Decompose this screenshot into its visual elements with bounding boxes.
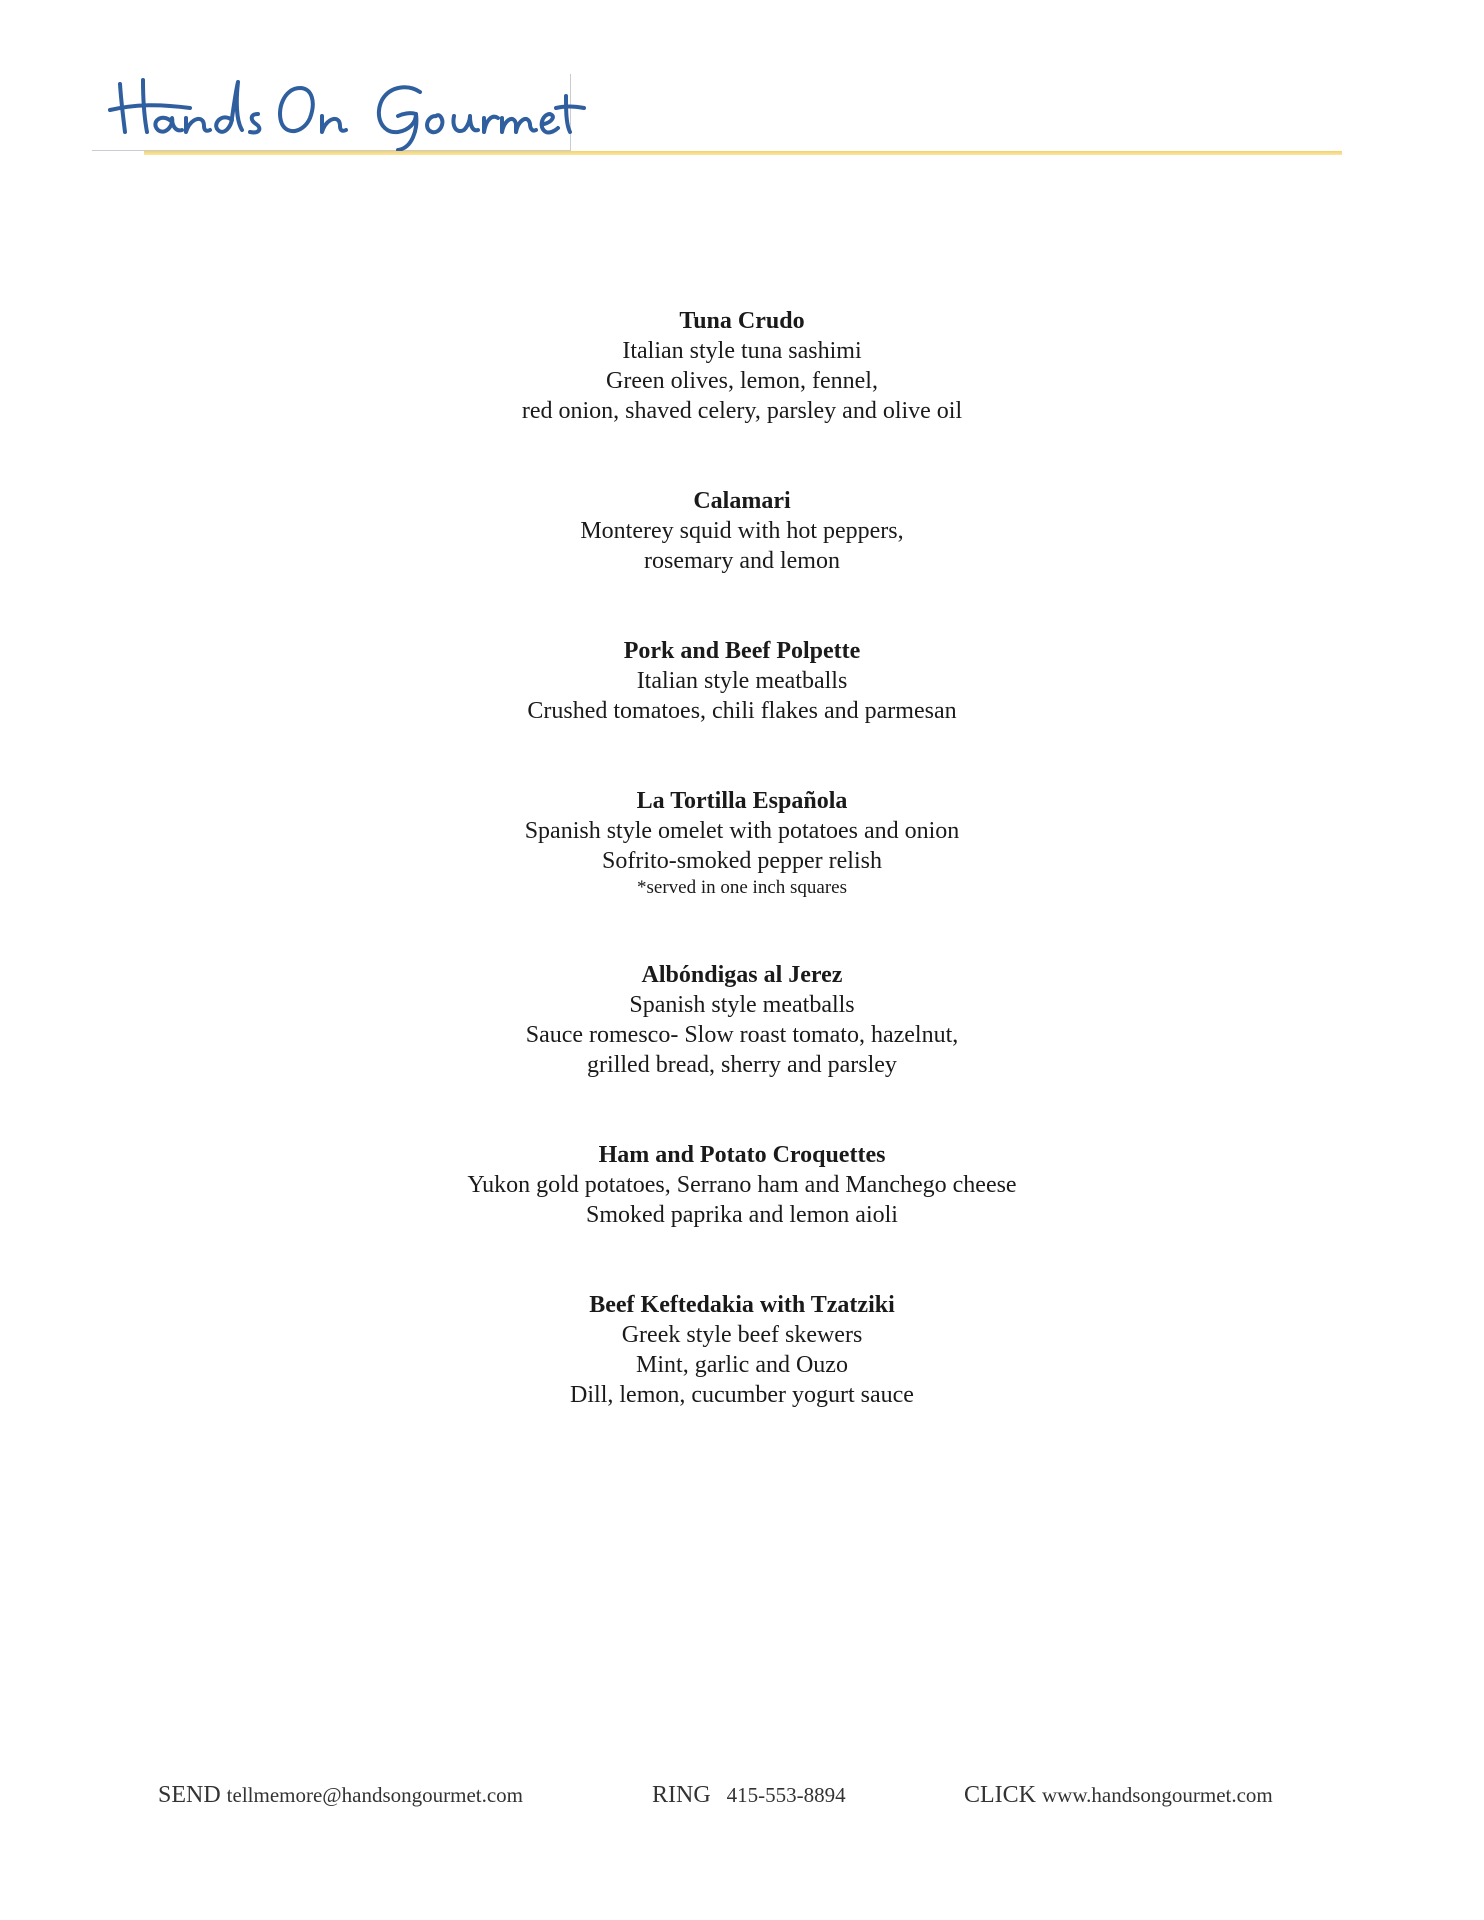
menu-item-description: Yukon gold potatoes, Serrano ham and Manchego cheese [467,1172,1017,1198]
menu-item-description: Italian style tuna sashimi [622,338,862,364]
menu-item-title: La Tortilla Española [636,788,848,814]
menu-item-title: Ham and Potato Croquettes [598,1142,886,1168]
menu-item-tuna-crudo [0,306,1484,426]
phone-number[interactable]: 415-553-8894 [726,1783,846,1807]
menu-item-tortilla [0,786,1484,900]
menu-item-description: Sofrito-smoked pepper relish [602,848,882,874]
hands-on-gourmet-logo [0,0,600,160]
menu-item-description: Smoked paprika and lemon aioli [586,1202,898,1228]
menu-item-description: red onion, shaved celery, parsley and olive oil [521,398,963,424]
send-label: SEND [158,1782,221,1808]
menu-item-keftedakia [0,1290,1484,1410]
website-link[interactable]: www.handsongourmet.com [1042,1783,1273,1807]
menu-item-description: Italian style meatballs [636,668,848,694]
menu-item-description: Crushed tomatoes, chili flakes and parmesan [527,698,957,724]
menu-item-polpette [0,636,1484,726]
ring-label: RING [652,1782,711,1808]
menu-item-title: Tuna Crudo [679,308,805,334]
click-label: CLICK [964,1782,1036,1808]
page-header [0,0,1484,170]
footer-ring [652,1782,846,1809]
header-gold-rule [144,151,1342,155]
menu-item-title: Pork and Beef Polpette [623,638,861,664]
menu-item-title: Albóndigas al Jerez [641,962,843,988]
footer-send [158,1782,523,1809]
footer-click [964,1782,1273,1809]
menu-item-description: Spanish style meatballs [629,992,855,1018]
menu-item-description: Greek style beef skewers [621,1322,863,1348]
menu-list [0,306,1484,1470]
menu-item-albondigas [0,960,1484,1080]
menu-item-description: Spanish style omelet with potatoes and onion [524,818,960,844]
contact-footer [0,1782,1484,1818]
menu-item-description: grilled bread, sherry and parsley [587,1052,897,1078]
menu-item-croquettes [0,1140,1484,1230]
menu-item-note: *served in one inch squares [637,877,847,898]
menu-item-description: rosemary and lemon [644,548,840,574]
menu-item-description: Sauce romesco- Slow roast tomato, hazelnut, [525,1022,959,1048]
menu-item-title: Beef Keftedakia with Tzatziki [589,1292,895,1318]
menu-item-calamari [0,486,1484,576]
menu-item-description: Green olives, lemon, fennel, [606,368,878,394]
menu-item-description: Mint, garlic and Ouzo [636,1352,848,1378]
email-link[interactable]: tellmemore@handsongourmet.com [226,1783,524,1807]
menu-item-description: Dill, lemon, cucumber yogurt sauce [570,1382,914,1408]
menu-item-title: Calamari [693,488,791,514]
menu-item-description: Monterey squid with hot peppers, [580,518,904,544]
